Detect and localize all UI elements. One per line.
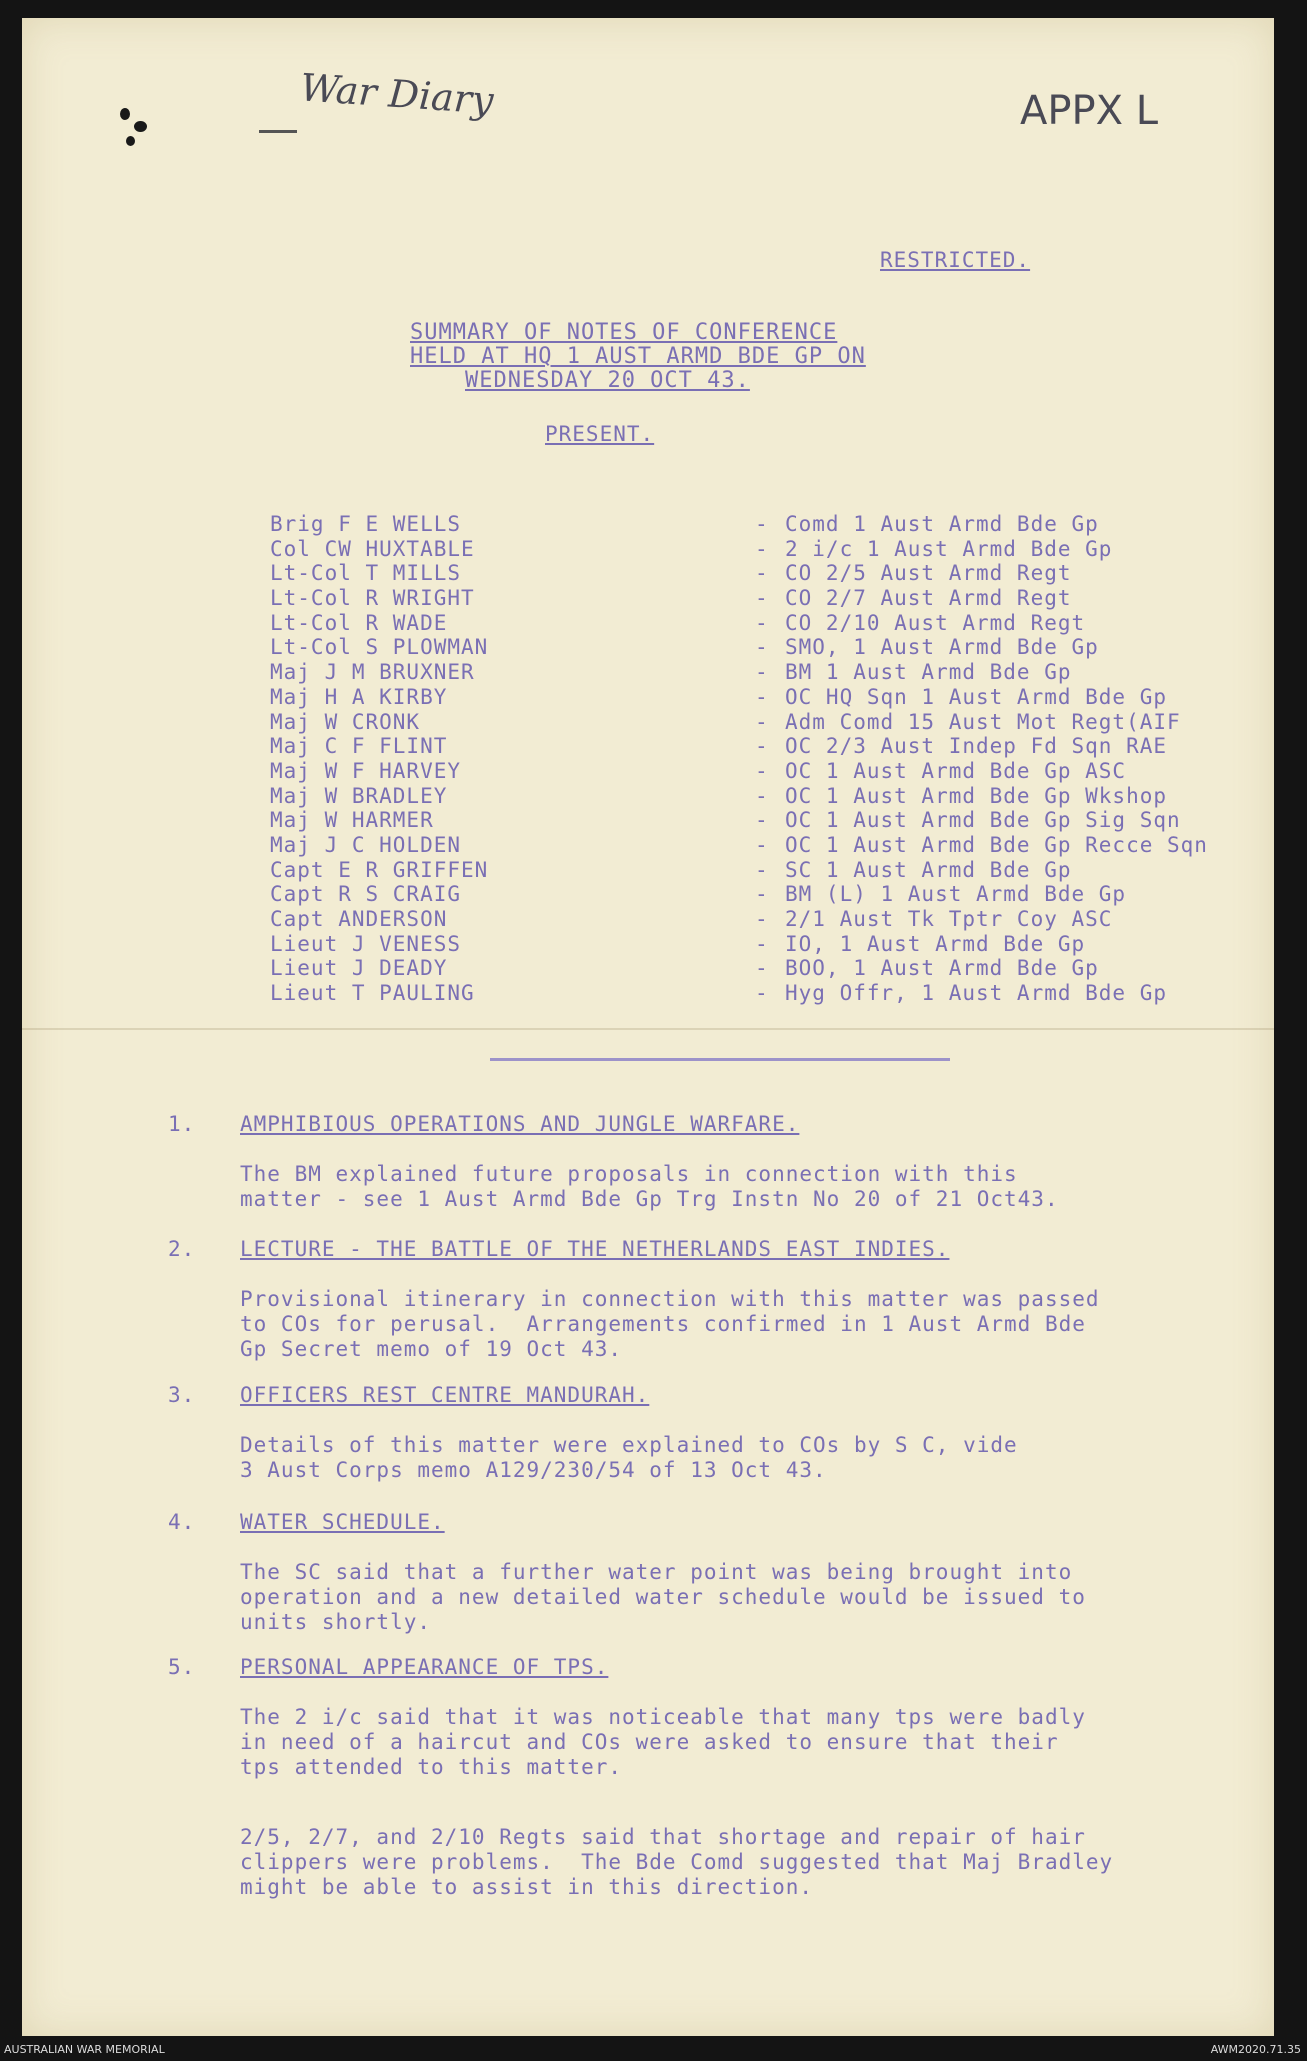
item-paragraph: The SC said that a further water point was being brought into operation and a new detailed water schedule would be issued to units shortly. [240,1560,1086,1634]
attendee-role: CO 2/10 Aust Armd Regt [785,610,1086,635]
attendee-role: OC 1 Aust Armd Bde Gp Sig Sqn [785,808,1181,833]
item-heading: WATER SCHEDULE. [240,1510,445,1534]
item-number: 4. [168,1510,196,1534]
attendee-role: OC HQ Sqn 1 Aust Armd Bde Gp [785,684,1168,709]
attendee-row [270,537,1230,562]
attendee-role: BM (L) 1 Aust Armd Bde Gp [785,882,1127,907]
attendee-dash: - [755,660,769,685]
attendee-row [270,660,1230,685]
attendee-name: Maj J C HOLDEN [270,832,462,857]
handwritten-note: War Diary [298,65,495,123]
attendee-row [270,808,1230,833]
attendee-row [270,685,1230,710]
divider [490,1058,950,1061]
attendee-name: Maj W CRONK [270,709,421,734]
attendee-role: OC 1 Aust Armd Bde Gp ASC [785,758,1127,783]
item-paragraph: Details of this matter were explained to COs by S C, vide 3 Aust Corps memo A129/230/54 of 13 Oct 43. [240,1433,1018,1482]
attendee-dash: - [755,635,769,660]
item-number: 5. [168,1655,196,1679]
attendee-role: IO, 1 Aust Armd Bde Gp [785,931,1086,956]
attendee-row [270,882,1230,907]
item-paragraph: Provisional itinerary in connection with this matter was passed to COs for perusal. Arrangements confirmed in 1 Aust Armd Bde Gp Secret memo of 19 Oct 43. [240,1287,1100,1361]
attendee-name: Lt-Col R WADE [270,610,448,635]
attendee-list [270,512,1230,1006]
attendee-dash: - [755,832,769,857]
attendee-dash: - [755,512,769,536]
attendee-row [270,759,1230,784]
attendee-role: Comd 1 Aust Armd Bde Gp [785,512,1099,536]
item-number: 2. [168,1237,196,1261]
attendee-role: BM 1 Aust Armd Bde Gp [785,660,1072,685]
attendee-name: Lt-Col S PLOWMAN [270,635,489,660]
title-line-2: HELD AT HQ 1 AUST ARMD BDE GP ON [410,344,866,369]
attendee-name: Brig F E WELLS [270,512,462,536]
item-heading: LECTURE - THE BATTLE OF THE NETHERLANDS EAST INDIES. [240,1237,950,1261]
attendee-dash: - [755,956,769,981]
item-heading: PERSONAL APPEARANCE OF TPS. [240,1655,609,1679]
attendee-row [270,858,1230,883]
attendee-role: CO 2/5 Aust Armd Regt [785,561,1072,586]
attendee-row [270,907,1230,932]
attendee-name: Maj C F FLINT [270,734,448,759]
attendee-dash: - [755,734,769,759]
item-number: 3. [168,1383,196,1407]
attendee-name: Maj W HARMER [270,808,434,833]
attendee-row [270,784,1230,809]
title-line-1: SUMMARY OF NOTES OF CONFERENCE [410,320,838,345]
handwritten-dash [259,130,297,133]
attendee-dash: - [755,610,769,635]
attendee-dash: - [755,882,769,907]
handwritten-appendix-label: APPX L [1020,88,1159,134]
attendee-role: Hyg Offr, 1 Aust Armd Bde Gp [785,981,1168,1006]
attendee-name: Col CW HUXTABLE [270,536,475,561]
attendee-name: Capt R S CRAIG [270,882,462,907]
attendee-row [270,981,1230,1006]
attendee-dash: - [755,684,769,709]
item-paragraph: The 2 i/c said that it was noticeable that many tps were badly in need of a haircut and COs were asked to ensure that their tps attended to this matter. [240,1705,1086,1779]
attendee-dash: - [755,931,769,956]
attendee-role: SMO, 1 Aust Armd Bde Gp [785,635,1099,660]
attendee-name: Lieut J VENESS [270,931,462,956]
attendee-role: BOO, 1 Aust Armd Bde Gp [785,956,1099,981]
attendee-role: 2/1 Aust Tk Tptr Coy ASC [785,907,1113,931]
attendee-dash: - [755,907,769,931]
attendee-dash: - [755,536,769,561]
attendee-row [270,512,1230,537]
item-number: 1. [168,1112,196,1136]
attendee-dash: - [755,709,769,734]
attendee-role: 2 i/c 1 Aust Armd Bde Gp [785,536,1113,561]
attendee-role: OC 1 Aust Armd Bde Gp Wkshop [785,783,1168,808]
attendee-name: Capt ANDERSON [270,907,448,931]
item-paragraph: The BM explained future proposals in connection with this matter - see 1 Aust Armd Bde Gp Trg Instn No 20 of 21 Oct43. [240,1162,1059,1211]
attendee-dash: - [755,857,769,882]
attendee-dash: - [755,808,769,833]
attendee-name: Maj J M BRUXNER [270,660,475,685]
attendee-name: Lieut T PAULING [270,981,475,1006]
attendee-name: Lieut J DEADY [270,956,448,981]
attendee-name: Lt-Col T MILLS [270,561,462,586]
attendee-row [270,611,1230,636]
attendee-dash: - [755,586,769,611]
attendee-role: OC 2/3 Aust Indep Fd Sqn RAE [785,734,1168,759]
attendee-dash: - [755,758,769,783]
present-heading: PRESENT. [545,422,655,446]
classification-stamp: RESTRICTED. [880,248,1031,272]
attendee-name: Maj W BRADLEY [270,783,448,808]
attendee-dash: - [755,783,769,808]
attendee-row [270,932,1230,957]
title-line-3: WEDNESDAY 20 OCT 43. [465,368,750,393]
attendee-name: Maj H A KIRBY [270,684,448,709]
item-paragraph: 2/5, 2/7, and 2/10 Regts said that shortage and repair of hair clippers were problems. The Bde Comd suggested that Maj Bradley might be able to assist in this direction. [240,1825,1114,1899]
footer-institution: AUSTRALIAN WAR MEMORIAL [4,2043,165,2056]
attendee-name: Capt E R GRIFFEN [270,857,489,882]
attendee-name: Lt-Col R WRIGHT [270,586,475,611]
attendee-dash: - [755,981,769,1006]
footer-reference: AWM2020.71.35 [1210,2043,1301,2056]
attendee-row [270,956,1230,981]
attendee-role: OC 1 Aust Armd Bde Gp Recce Sqn [785,832,1208,857]
attendee-name: Maj W F HARVEY [270,758,462,783]
item-heading: OFFICERS REST CENTRE MANDURAH. [240,1383,650,1407]
attendee-dash: - [755,561,769,586]
attendee-row [270,586,1230,611]
attendee-row [270,833,1230,858]
attendee-row [270,734,1230,759]
attendee-row [270,561,1230,586]
item-heading: AMPHIBIOUS OPERATIONS AND JUNGLE WARFARE. [240,1112,800,1136]
attendee-role: Adm Comd 15 Aust Mot Regt(AIF [785,709,1181,734]
attendee-row [270,710,1230,735]
attendee-row [270,635,1230,660]
attendee-role: CO 2/7 Aust Armd Regt [785,586,1072,611]
attendee-role: SC 1 Aust Armd Bde Gp [785,857,1072,882]
